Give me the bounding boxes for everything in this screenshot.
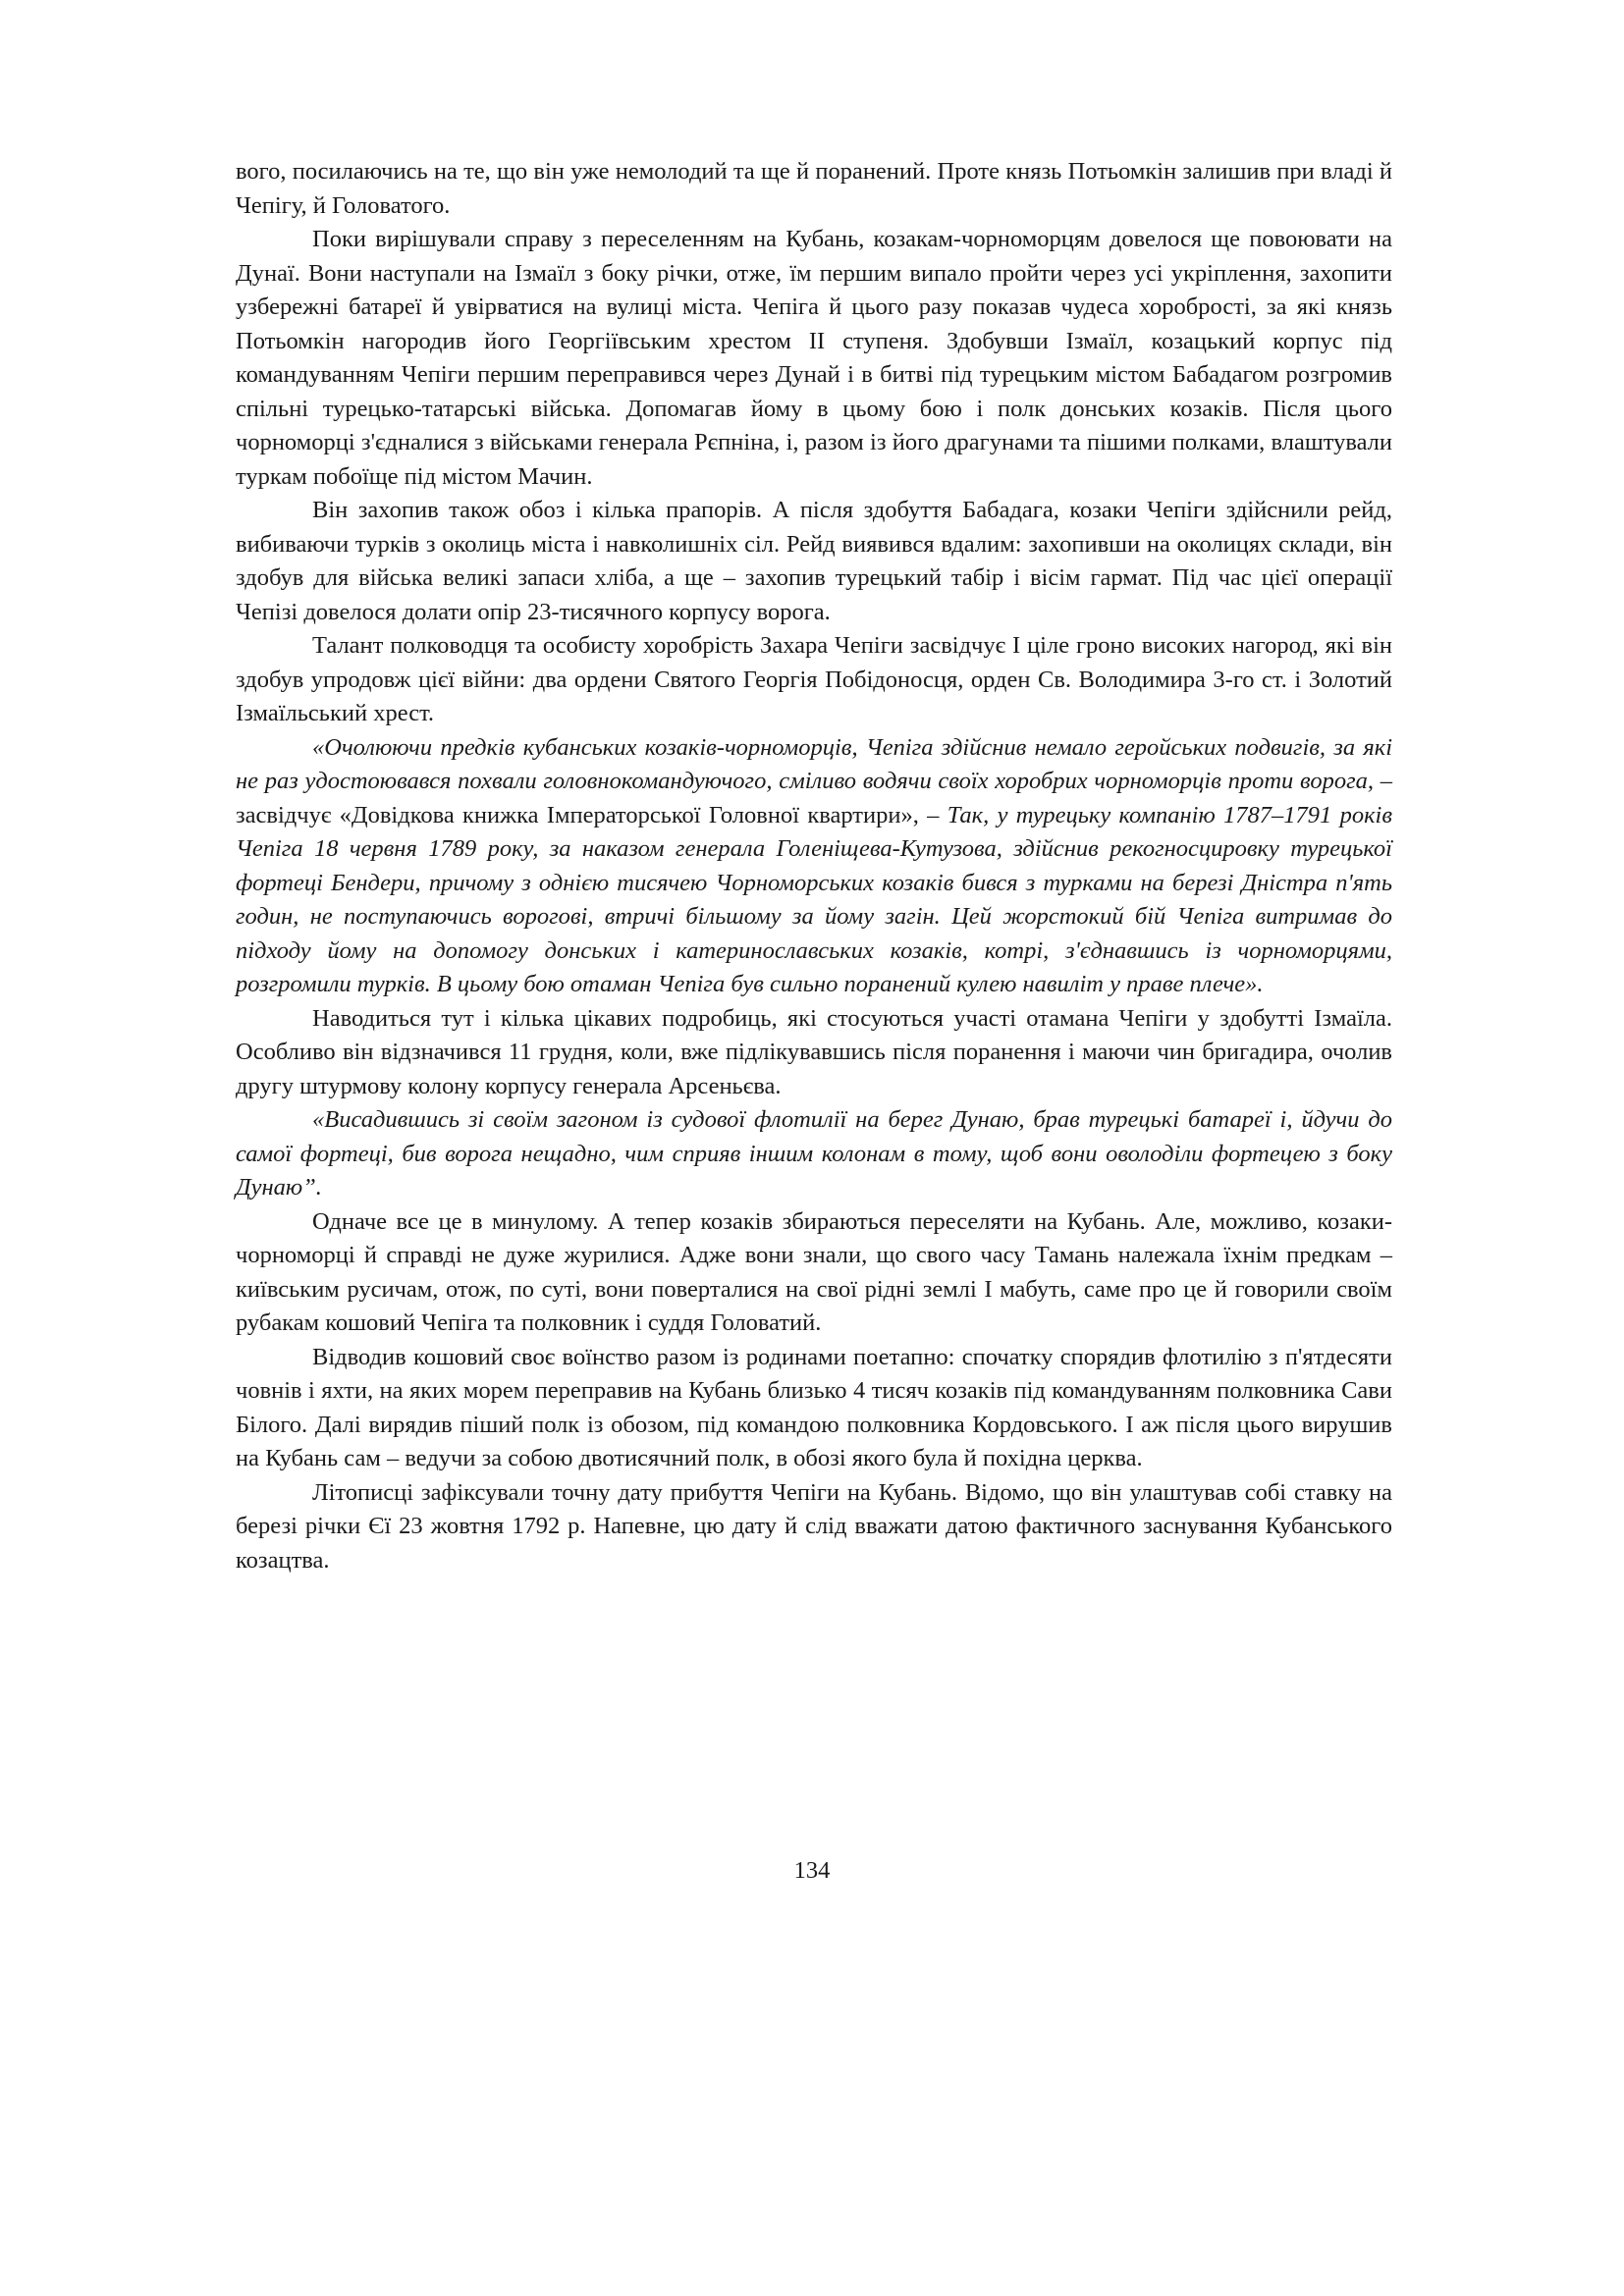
- paragraph-7: Відводив кошовий своє воїнство разом із родинами поетапно: спочатку спорядив флотилію з п'ятдесяти човнів і яхти, на яких морем переправив на Кубань близько 4 тисяч козаків під командуванням полковника Сави Білого. Далі вирядив піший полк із обозом, під командою полковника Кордовського. І аж після цього вирушив на Кубань сам – ведучи за собою двотисячний полк, в обозі якого була й похідна церква.: [236, 1343, 1392, 1471]
- paragraph-1: вого, посилаючись на те, що він уже немолодий та ще й поранений. Проте князь Потьомкін залишив при владі й Чепігу, й Головатого.: [236, 158, 1392, 219]
- quote-1-part-a: «Очолюючи предків кубанських козаків-чорноморців, Чепіга здійснив немало геройських подвигів, за які не раз удостоювався похвали головнокомандуючого, сміливо водячи своїх хоробрих чорноморців проти ворога,: [236, 733, 1392, 794]
- paragraph-8: Літописці зафіксували точну дату прибуття Чепіги на Кубань. Відомо, що він улаштував собі ставку на березі річки Єї 23 жовтня 1792 р. Напевне, цю дату й слід вважати датою фактичного заснування Кубанського козацтва.: [236, 1478, 1392, 1574]
- page-number: 134: [793, 1857, 831, 1884]
- paragraph-4: Талант полководця та особисту хоробрість Захара Чепіги засвідчує І ціле гроно високих нагород, які він здобув упродовж цієї війни: два ордени Святого Георгія Побідоносця, орден Св. Володимира 3-го ст. і Золотий Ізмаїльський хрест.: [236, 632, 1392, 726]
- quote-2: «Висадившись зі своїм загоном із судової флотилії на берег Дунаю, брав турецькі батареї і, йдучи до самої фортеці, бив ворога нещадно, чим сприяв іншим колонам в тому, щоб вони оволоділи фортецею з боку Дунаю”.: [236, 1106, 1392, 1201]
- quote-1: [236, 731, 1392, 1002]
- paragraph-5: Наводиться тут і кілька цікавих подробиць, які стосуються участі отамана Чепіги у здобутті Ізмаїла. Особливо він відзначився 11 грудня, коли, вже підлікувавшись після поранення і маючи чин бригадира, очолив другу штурмову колону корпусу генерала Арсеньєва.: [236, 1004, 1392, 1099]
- quote-1-attribution: – засвідчує «Довідкова книжка Імператорської Головної квартири», –: [236, 768, 1392, 828]
- paragraph-2: Поки вирішували справу з переселенням на Кубань, козакам-чорноморцям довелося ще повоювати на Дунаї. Вони наступали на Ізмаїл з боку річки, отже, їм першим випало пройти через усі укріплення, захопити узбережні батареї й увірватися на вулиці міста. Чепіга й цього разу показав чудеса хоробрості, за які князь Потьомкін нагородив його Георгіївським хрестом II ступеня. Здобувши Ізмаїл, козацький корпус під командуванням Чепіги першим переправився через Дунай і в битві під турецьким містом Бабадагом розгромив спільні турецько-татарські війська. Допомагав йому в цьому бою і полк донських козаків. Після цього чорноморці з'єдналися з військами генерала Рєпніна, і, разом із його драгунами та пішими полками, влаштували туркам побоїще під містом Мачин.: [236, 226, 1392, 490]
- document-page: [236, 155, 1392, 1577]
- quote-1-part-b: Так, у турецьку компанію 1787–1791 років Чепіга 18 червня 1789 року, за наказом генерала Голеніщева-Кутузова, здійснив рекогносцировку турецької фортеці Бендери, причому з однією тисячею Чорноморських козаків бився з турками на березі Дністра п'ять годин, не поступаючись ворогові, втричі більшому за йому загін. Цей жорстокий бій Чепіга витримав до підходу йому на допомогу донських і катеринославських козаків, котрі, з'єднавшись із чорноморцями, розгромили турків. В цьому бою отаман Чепіга був сильно поранений кулею навиліт у праве плече».: [236, 801, 1392, 997]
- paragraph-3: Він захопив також обоз і кілька прапорів. А після здобуття Бабадага, козаки Чепіги здійснили рейд, вибиваючи турків з околиць міста і навколишніх сіл. Рейд виявився вдалим: захопивши на околицях склади, він здобув для війська великі запаси хліба, а ще – захопив турецький табір і вісім гармат. Під час цієї операції Чепізі довелося долати опір 23-тисячного корпусу ворога.: [236, 497, 1392, 625]
- paragraph-6: Одначе все це в минулому. А тепер козаків збираються переселяти на Кубань. Але, можливо, козаки-чорноморці й справді не дуже журилися. Адже вони знали, що свого часу Тамань належала їхнім предкам – київським русичам, отож, по суті, вони поверталися на свої рідні землі І мабуть, саме про це й говорили своїм рубакам кошовий Чепіга та полковник і суддя Головатий.: [236, 1207, 1392, 1336]
